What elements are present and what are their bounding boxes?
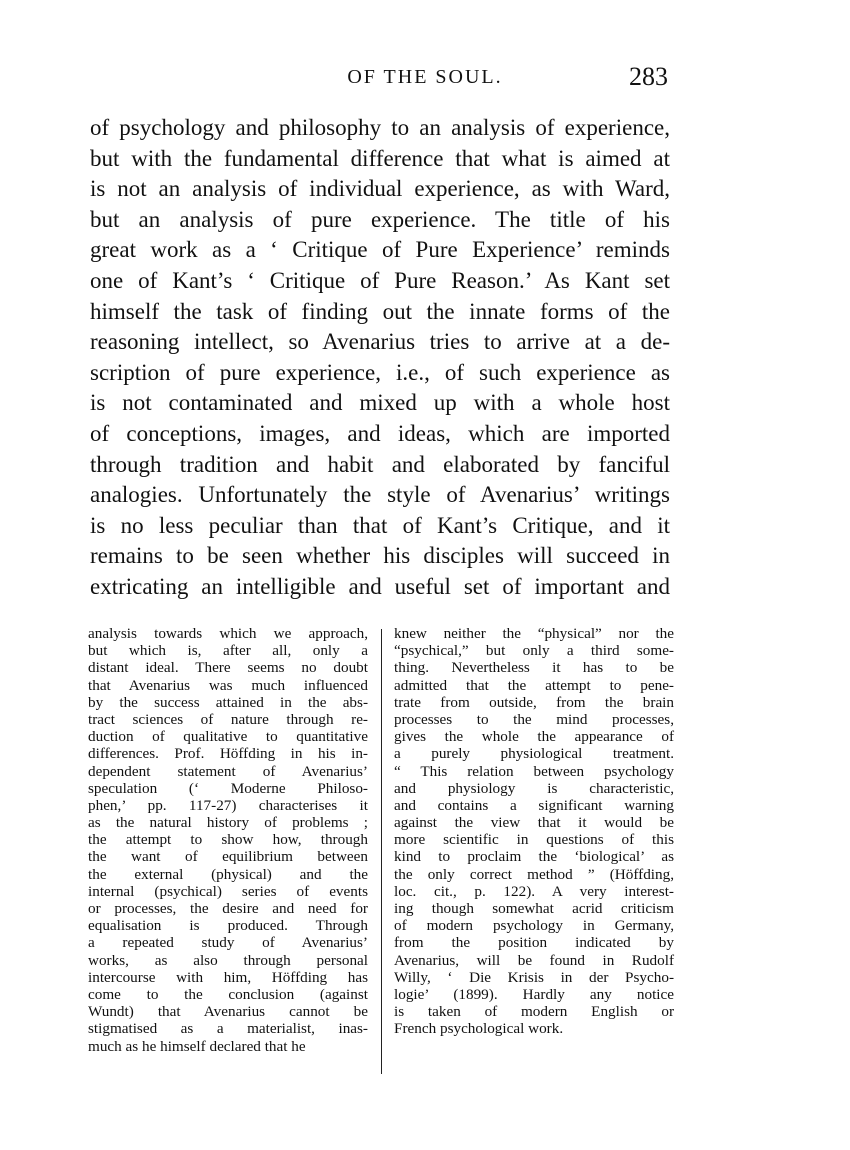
body-line: great work as a ‘ Critique of Pure Experience’ reminds	[90, 237, 670, 263]
footnote-line: admitted that the attempt to pene-	[394, 676, 674, 694]
running-title: OF THE SOUL.	[347, 66, 503, 88]
footnote-line: kind to proclaim the ‘biological’ as	[394, 848, 674, 866]
footnote-line: a repeated study of Avenarius’	[88, 934, 368, 952]
footnote-line: distant ideal. There seems no doubt	[88, 659, 368, 677]
body-line: himself the task of finding out the innate forms of the	[90, 298, 670, 324]
running-head	[0, 62, 850, 92]
main-text-block	[90, 113, 670, 603]
body-line: through tradition and habit and elaborated by fanciful	[90, 451, 670, 477]
footnote-line: thing. Nevertheless it has to be	[394, 659, 674, 677]
footnote-line: of modern psychology in Germany,	[394, 917, 674, 935]
footnote-line: the attempt to show how, through	[88, 831, 368, 849]
footnote-line: against the view that it would be	[394, 814, 674, 832]
body-line: analogies. Unfortunately the style of Avenarius’ writings	[90, 482, 670, 508]
footnote-line: speculation (‘ Moderne Philoso-	[88, 779, 368, 797]
footnote-line: from the position indicated by	[394, 934, 674, 952]
body-line: but an analysis of pure experience. The title of his	[90, 206, 670, 232]
footnote-line: trate from outside, from the brain	[394, 693, 674, 711]
footnote-line: differences. Prof. Höffding in his in-	[88, 745, 368, 763]
footnote-line: “ This relation between psychology	[394, 762, 674, 780]
body-line: one of Kant’s ‘ Critique of Pure Reason.’ As Kant set	[90, 267, 670, 293]
footnote-line: works, as also through personal	[88, 951, 368, 969]
body-line: of psychology and philosophy to an analysis of experience,	[90, 115, 670, 140]
footnote-line: intercourse with him, Höffding has	[88, 968, 368, 986]
footnote-line: “psychical,” but only a third some-	[394, 642, 674, 660]
body-line: is not an analysis of individual experience, as with Ward,	[90, 176, 670, 202]
body-line: is not contaminated and mixed up with a whole host	[90, 390, 670, 416]
footnote-line: more scientific in questions of this	[394, 831, 674, 849]
body-line: is no less peculiar than that of Kant’s Critique, and it	[90, 512, 670, 538]
footnote-block	[88, 625, 672, 1075]
footnote-line: equalisation is produced. Through	[88, 917, 368, 935]
footnote-line: logie’ (1899). Hardly any notice	[394, 985, 674, 1003]
footnote-line: knew neither the “physical” nor the	[394, 625, 674, 642]
footnote-line: phen,’ pp. 117-27) characterises it	[88, 796, 368, 814]
footnote-line: Willy, ‘ Die Krisis in der Psycho-	[394, 968, 674, 986]
footnote-line: and contains a significant warning	[394, 796, 674, 814]
footnote-line: as the natural history of problems ;	[88, 814, 368, 832]
footnote-right-column	[394, 625, 674, 1038]
body-line: reasoning intellect, so Avenarius tries to arrive at a de-	[90, 329, 670, 355]
footnote-line: internal (psychical) series of events	[88, 882, 368, 900]
footnote-line: processes to the mind processes,	[394, 710, 674, 728]
page-number: 283	[629, 62, 668, 91]
footnote-line: gives the whole the appearance of	[394, 728, 674, 746]
footnote-line: by the success attained in the abs-	[88, 693, 368, 711]
body-line: scription of pure experience, i.e., of such experience as	[90, 359, 670, 385]
footnote-line: that Avenarius was much influenced	[88, 676, 368, 694]
footnote-line: but which is, after all, only a	[88, 642, 368, 660]
footnote-line: Wundt) that Avenarius cannot be	[88, 1003, 368, 1021]
column-divider	[381, 629, 382, 1074]
footnote-line: a purely physiological treatment.	[394, 745, 674, 763]
footnote-line: loc. cit., p. 122). A very interest-	[394, 882, 674, 900]
footnote-line: is taken of modern English or	[394, 1003, 674, 1021]
footnote-line: tract sciences of nature through re-	[88, 710, 368, 728]
body-line: but with the fundamental difference that what is aimed at	[90, 145, 670, 171]
footnote-line: duction of qualitative to quantitative	[88, 728, 368, 746]
footnote-line: the want of equilibrium between	[88, 848, 368, 866]
footnote-line: Avenarius, will be found in Rudolf	[394, 951, 674, 969]
footnote-line: dependent statement of Avenarius’	[88, 762, 368, 780]
footnote-left-column	[88, 625, 368, 1055]
body-line: remains to be seen whether his disciples will succeed in	[90, 543, 670, 569]
footnote-line: come to the conclusion (against	[88, 985, 368, 1003]
body-line: of conceptions, images, and ideas, which are imported	[90, 420, 670, 446]
footnote-line: much as he himself declared that he	[88, 1037, 306, 1055]
footnote-line: analysis towards which we approach,	[88, 625, 368, 642]
footnote-line: stigmatised as a materialist, inas-	[88, 1020, 368, 1038]
footnote-line: French psychological work.	[394, 1020, 564, 1038]
footnote-line: ing though somewhat acrid criticism	[394, 900, 674, 917]
footnote-line: and physiology is characteristic,	[394, 779, 674, 797]
footnote-line: or processes, the desire and need for	[88, 900, 368, 917]
footnote-line: the only correct method ” (Höffding,	[394, 865, 674, 883]
footnote-line: the external (physical) and the	[88, 865, 368, 883]
body-line: extricating an intelligible and useful set of important and	[90, 573, 670, 599]
